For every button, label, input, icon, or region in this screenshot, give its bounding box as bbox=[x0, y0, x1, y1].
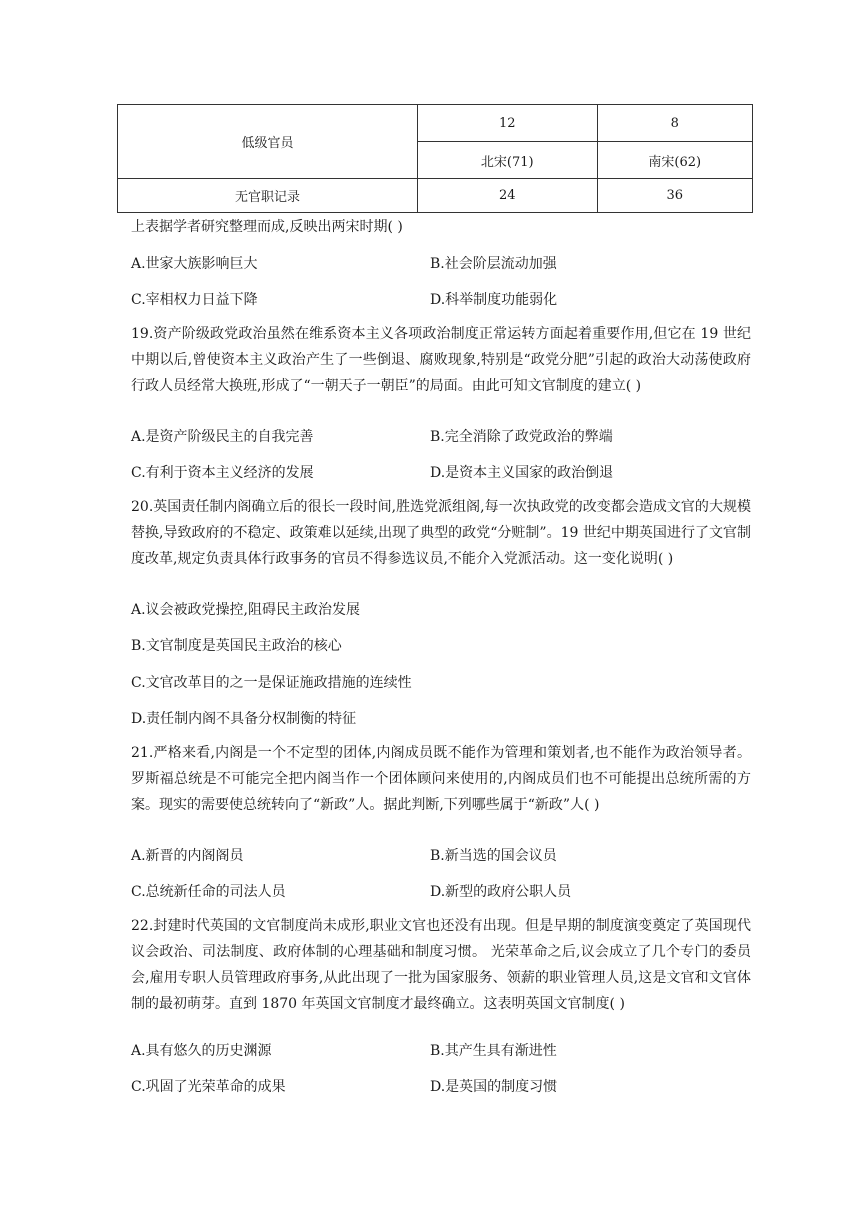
q19-option-a: A.是资产阶级民主的自我完善 bbox=[131, 429, 314, 445]
cell-north-none: 24 bbox=[417, 179, 597, 213]
q21-option-b: B.新当选的国会议员 bbox=[430, 848, 557, 864]
q18-stem: 上表据学者研究整理而成,反映出两宋时期( ) bbox=[131, 219, 403, 235]
header-south-song: 南宋(62) bbox=[597, 142, 753, 179]
header-north-song: 北宋(71) bbox=[417, 142, 597, 179]
q21-option-a: A.新晋的内阁阁员 bbox=[131, 848, 244, 864]
q22-option-b: B.其产生具有渐进性 bbox=[430, 1043, 557, 1059]
q20-option-d: D.责任制内阁不具备分权制衡的特征 bbox=[131, 711, 357, 727]
q21-stem: 21.严格来看,内阁是一个不定型的团体,内阁成员既不能作为管理和策划者,也不能作为政治领导者。罗斯福总统是不可能完全把内阁当作一个团体顾问来使用的,内阁成员们也不可能提出总统所需的方案。现实的需要使总统转向了“新政”人。据此判断,下列哪些属于“新政”人( ) bbox=[131, 745, 751, 813]
officials-table bbox=[117, 104, 753, 213]
row-label-no-office: 无官职记录 bbox=[118, 179, 418, 213]
q18-option-a: A.世家大族影响巨大 bbox=[131, 256, 258, 272]
q19-option-d: D.是资本主义国家的政治倒退 bbox=[430, 465, 614, 481]
q22-stem: 22.封建时代英国的文官制度尚未成形,职业文官也还没有出现。但是早期的制度演变奠定了英国现代议会政治、司法制度、政府体制的心理基础和制度习惯。 光荣革命之后,议会成立了几个专门的委员会,雇用专职人员管理政府事务,从此出现了一批为国家服务、领薪的职业管理人员,这是文官和文官体制的最初萌芽。直到 1870 年英国文官制度才最终确立。这表明英国文官制度( ) bbox=[131, 918, 751, 1012]
q22-option-d: D.是英国的制度习惯 bbox=[430, 1079, 558, 1095]
q20-option-a: A.议会被政党操控,阻碍民主政治发展 bbox=[131, 602, 361, 618]
q19-option-c: C.有利于资本主义经济的发展 bbox=[131, 465, 314, 481]
row-label-low-officials: 低级官员 bbox=[118, 105, 418, 179]
cell-south-none: 36 bbox=[597, 179, 753, 213]
q22-option-c: C.巩固了光荣革命的成果 bbox=[131, 1079, 286, 1095]
cell-south-low: 8 bbox=[597, 105, 753, 142]
q21-option-c: C.总统新任命的司法人员 bbox=[131, 884, 286, 900]
q21-option-d: D.新型的政府公职人员 bbox=[430, 884, 572, 900]
q19-stem: 19.资产阶级政党政治虽然在维系资本主义各项政治制度正常运转方面起着重要作用,但它在 19 世纪中期以后,曾使资本主义政治产生了一些倒退、腐败现象,特别是“政党分肥”引起的政治大动荡使政府行政人员经常大换班,形成了“一朝天子一朝臣”的局面。由此可知文官制度的建立( ) bbox=[131, 326, 751, 394]
q20-option-c: C.文官改革目的之一是保证施政措施的连续性 bbox=[131, 675, 412, 691]
q18-option-b: B.社会阶层流动加强 bbox=[430, 256, 557, 272]
q20-option-b: B.文官制度是英国民主政治的核心 bbox=[131, 638, 342, 654]
q18-option-c: C.宰相权力日益下降 bbox=[131, 292, 258, 308]
q18-option-d: D.科举制度功能弱化 bbox=[430, 292, 558, 308]
q19-option-b: B.完全消除了政党政治的弊端 bbox=[430, 429, 613, 445]
q20-stem: 20.英国责任制内阁确立后的很长一段时间,胜选党派组阁,每一次执政党的改变都会造成文官的大规模替换,导致政府的不稳定、政策难以延续,出现了典型的政党“分赃制”。19 世纪中期英国进行了文官制度改革,规定负责具体行政事务的官员不得参选议员,不能介入党派活动。这一变化说明( ) bbox=[131, 499, 751, 567]
cell-north-low: 12 bbox=[417, 105, 597, 142]
q22-option-a: A.具有悠久的历史渊源 bbox=[131, 1043, 272, 1059]
